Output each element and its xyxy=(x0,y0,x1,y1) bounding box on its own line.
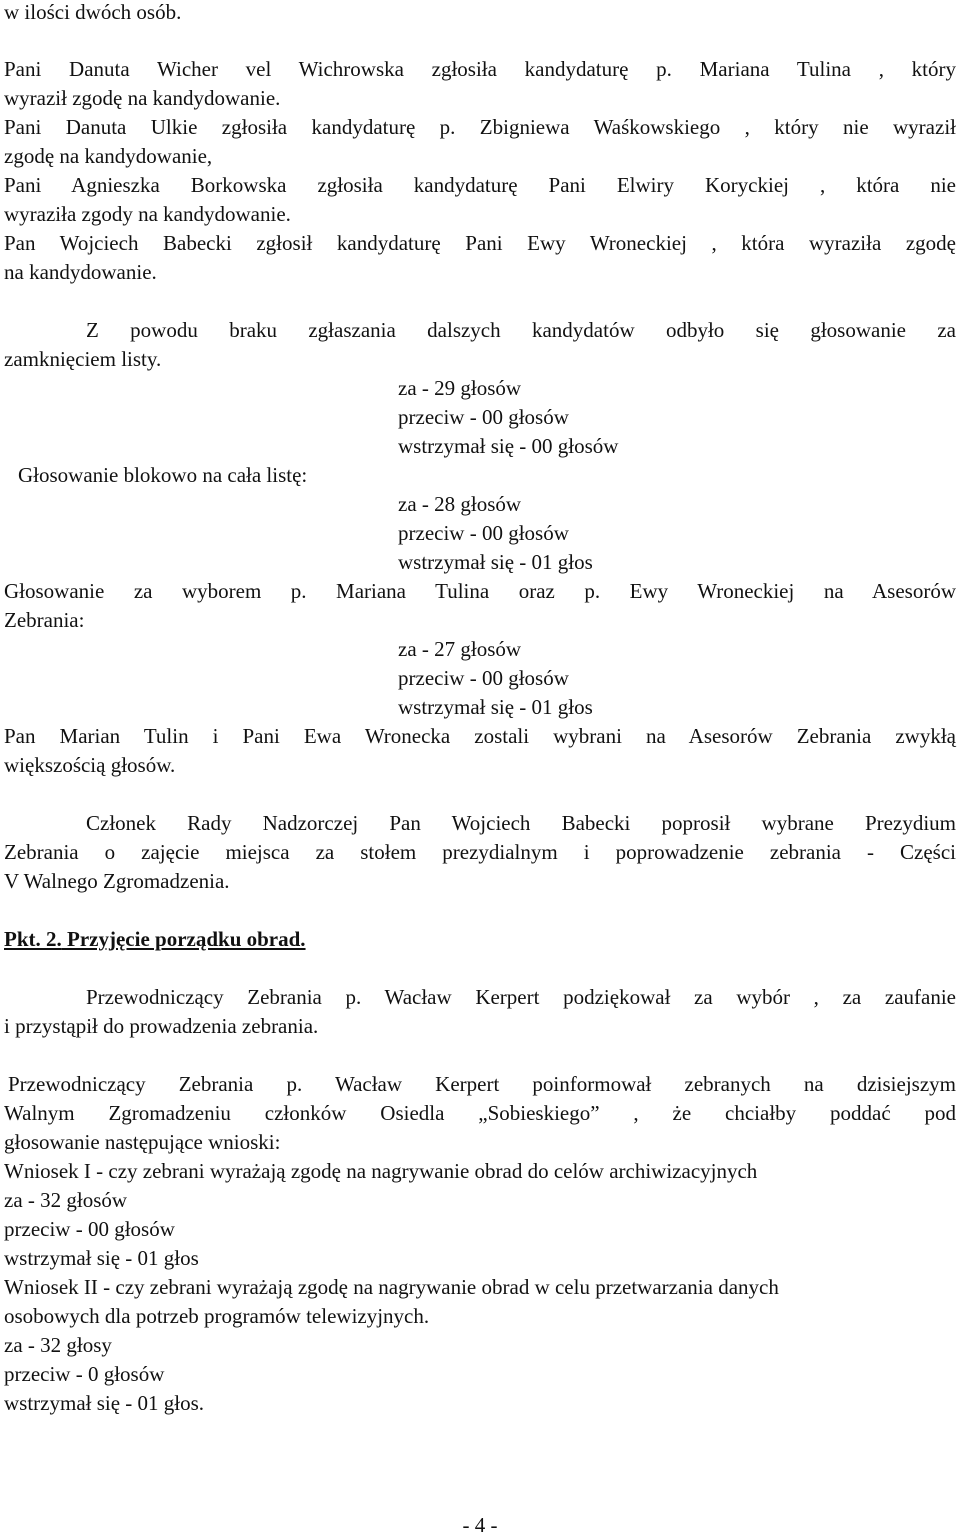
vote-for: za - 29 głosów xyxy=(398,376,522,400)
text-line: Pan Marian Tulin i Pani Ewa Wronecka zostali wybrani na Asesorów Zebrania zwykłą xyxy=(4,724,956,748)
text-line: Pani Danuta Ulkie zgłosiła kandydaturę p. Zbigniewa Waśkowskiego , który nie wyraził xyxy=(4,115,956,139)
vote-for: za - 28 głosów xyxy=(398,492,522,516)
vote-for: za - 32 głosów xyxy=(4,1188,128,1212)
text-line: wyraziła zgody na kandydowanie. xyxy=(4,202,291,226)
text-line: Pani Agnieszka Borkowska zgłosiła kandydaturę Pani Elwiry Koryckiej , która nie xyxy=(4,173,956,197)
section-heading xyxy=(4,925,306,953)
vote-for: za - 32 głosy xyxy=(4,1333,112,1357)
vote-abstain: wstrzymał się - 01 głos xyxy=(4,1246,199,1270)
text-line: zgodę na kandydowanie, xyxy=(4,144,213,168)
text-line: większością głosów. xyxy=(4,753,176,777)
vote-against: przeciw - 00 głosów xyxy=(398,405,569,429)
text-line: głosowanie następujące wnioski: xyxy=(4,1130,281,1154)
text-line: Przewodniczący Zebrania p. Wacław Kerpert podziękował za wybór , za zaufanie xyxy=(86,985,956,1009)
text-line: Zebrania: xyxy=(4,608,85,632)
vote-for: za - 27 głosów xyxy=(398,637,522,661)
vote-against: przeciw - 00 głosów xyxy=(4,1217,175,1241)
vote-against: przeciw - 00 głosów xyxy=(398,666,569,690)
text-line: zamknięciem listy. xyxy=(4,347,162,371)
motion-line: Wniosek II - czy zebrani wyrażają zgodę na nagrywanie obrad w celu przetwarzania danych xyxy=(4,1275,779,1299)
text-line: V Walnego Zgromadzenia. xyxy=(4,869,230,893)
vote-against: przeciw - 0 głosów xyxy=(4,1362,165,1386)
text-line: Z powodu braku zgłaszania dalszych kandydatów odbyło się głosowanie za xyxy=(86,318,956,342)
text-line: Walnym Zgromadzeniu członków Osiedla „Sobieskiego” , że chciałby poddać pod xyxy=(4,1101,956,1125)
text-line: Głosowanie za wyborem p. Mariana Tulina oraz p. Ewy Wroneckiej na Asesorów xyxy=(4,579,956,603)
text-line: osobowych dla potrzeb programów telewizyjnych. xyxy=(4,1304,430,1328)
section-number: Pkt. 2. xyxy=(4,927,62,951)
text-line: Głosowanie blokowo na cała listę: xyxy=(18,463,308,487)
text-line: Pan Wojciech Babecki zgłosił kandydaturę Pani Ewy Wroneckiej , która wyraziła zgodę xyxy=(4,231,956,255)
vote-against: przeciw - 00 głosów xyxy=(398,521,569,545)
text-line: Pani Danuta Wicher vel Wichrowska zgłosiła kandydaturę p. Mariana Tulina , który xyxy=(4,57,956,81)
text-line: w ilości dwóch osób. xyxy=(4,0,182,24)
text-line: wyraził zgodę na kandydowanie. xyxy=(4,86,281,110)
vote-abstain: wstrzymał się - 01 głos. xyxy=(4,1391,205,1415)
text-line: Przewodniczący Zebrania p. Wacław Kerpert poinformował zebranych na dzisiejszym xyxy=(8,1072,956,1096)
text-line: na kandydowanie. xyxy=(4,260,157,284)
page-number: - 4 - xyxy=(462,1513,498,1537)
vote-abstain: wstrzymał się - 01 głos xyxy=(398,695,593,719)
vote-abstain: wstrzymał się - 00 głosów xyxy=(398,434,619,458)
text-line: i przystąpił do prowadzenia zebrania. xyxy=(4,1014,319,1038)
text-line: Zebrania o zajęcie miejsca za stołem prezydialnym i poprowadzenie zebrania - Części xyxy=(4,840,956,864)
motion-line: Wniosek I - czy zebrani wyrażają zgodę na nagrywanie obrad do celów archiwizacyjnych xyxy=(4,1159,758,1183)
section-title: Przyjęcie porządku obrad. xyxy=(67,927,306,951)
text-line: Członek Rady Nadzorczej Pan Wojciech Babecki poprosił wybrane Prezydium xyxy=(86,811,956,835)
vote-abstain: wstrzymał się - 01 głos xyxy=(398,550,593,574)
